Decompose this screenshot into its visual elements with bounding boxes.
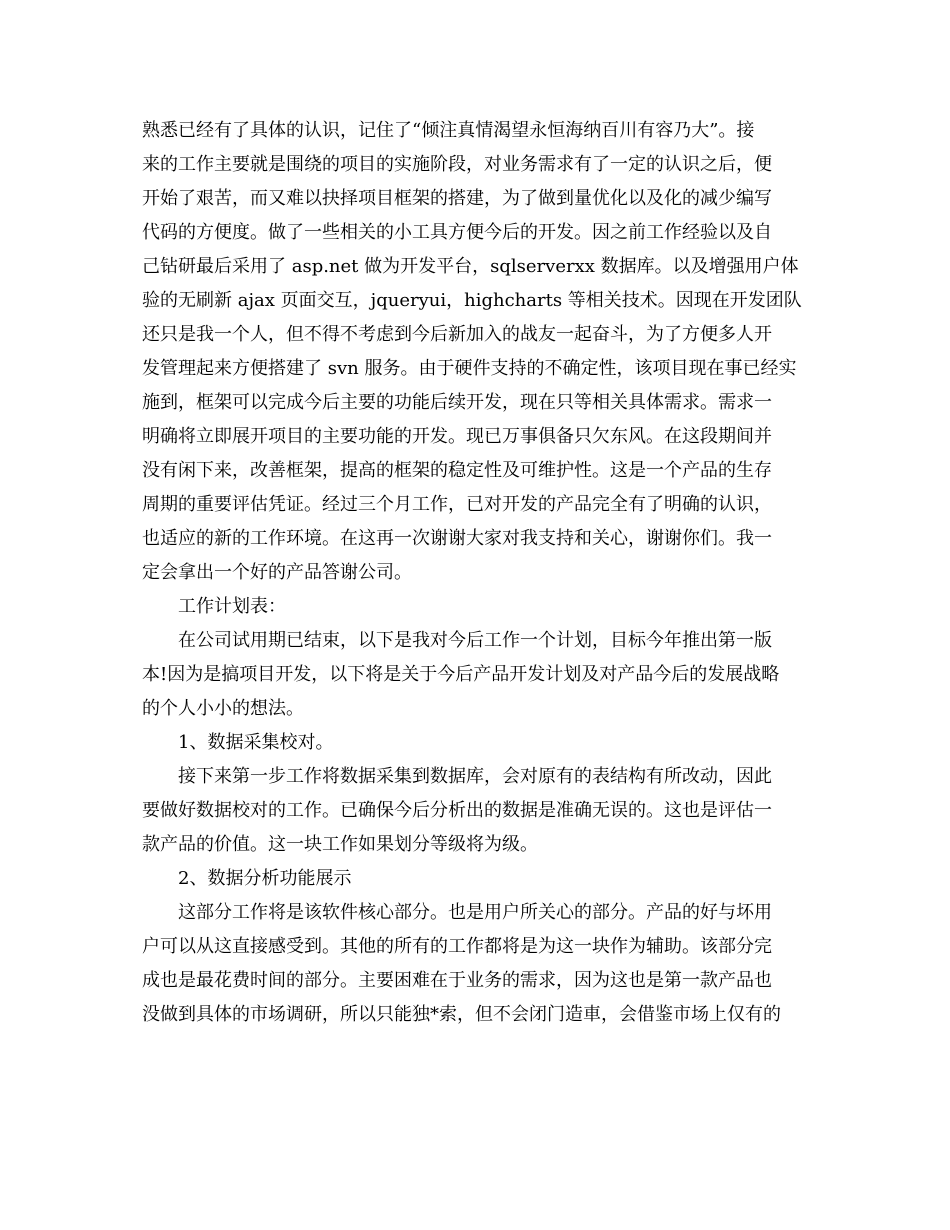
text-line: 接下来第一步工作将数据采集到数据库，会对原有的表结构有所改动，因此 [178, 766, 772, 787]
text-line: 没做到具体的市场调研，所以只能独*索，但不会闭门造車，会借鉴市场上仅有的 [142, 1004, 781, 1025]
text-line: 代码的方便度。做了一些相关的小工具方便今后的开发。因之前工作经验以及自 [142, 222, 772, 243]
section-heading-work-plan: 工作计划表： [178, 596, 286, 617]
document-body [142, 114, 812, 1032]
text-line: 开始了艰苦，而又难以抉择项目框架的搭建，为了做到量优化以及化的减少编写 [142, 188, 772, 209]
text-line: 周期的重要评估凭证。经过三个月工作，已对开发的产品完全有了明确的认识， [142, 494, 772, 515]
text-line: 明确将立即展开项目的主要功能的开发。现已万事俱备只欠东风。在这段期间并 [142, 426, 772, 447]
text-line: 要做好数据校对的工作。已确保今后分析出的数据是准确无误的。这也是评估一 [142, 800, 772, 821]
text-line: 验的无刷新 ajax 页面交互，jqueryui，highcharts 等相关技术。因现在开发团队 [142, 290, 802, 311]
text-line: 也适应的新的工作环境。在这再一次谢谢大家对我支持和关心，谢谢你们。我一 [142, 528, 772, 549]
text-line: 没有闲下来，改善框架，提高的框架的稳定性及可维护性。这是一个产品的生存 [142, 460, 772, 481]
section-heading-data-collection: 1、数据采集校对。 [178, 732, 334, 753]
text-line: 熟悉已经有了具体的认识，记住了“倾注真情渴望永恒海纳百川有容乃大”。接 [142, 120, 755, 141]
text-line: 己钻研最后采用了 asp.net 做为开发平台，sqlserverxx 数据库。以及增强用户体 [142, 256, 799, 277]
text-line: 本!因为是搞项目开发，以下将是关于今后产品开发计划及对产品今后的发展战略 [142, 664, 780, 685]
text-line: 户可以从这直接感受到。其他的所有的工作都将是为这一块作为辅助。该部分完 [142, 936, 772, 957]
text-line: 来的工作主要就是围绕的项目的实施阶段，对业务需求有了一定的认识之后，便 [142, 154, 772, 175]
section-heading-data-analysis: 2、数据分析功能展示 [178, 868, 352, 889]
text-line: 还只是我一个人，但不得不考虑到今后新加入的战友一起奋斗，为了方便多人开 [142, 324, 772, 345]
text-line: 成也是最花费时间的部分。主要困难在于业务的需求，因为这也是第一款产品也 [142, 970, 772, 991]
text-line: 的个人小小的想法。 [142, 698, 304, 719]
text-line: 款产品的价值。这一块工作如果划分等级将为级。 [142, 834, 538, 855]
text-line: 施到，框架可以完成今后主要的功能后续开发，现在只等相关具体需求。需求一 [142, 392, 772, 413]
text-line: 这部分工作将是该软件核心部分。也是用户所关心的部分。产品的好与坏用 [178, 902, 772, 923]
text-line: 发管理起来方便搭建了 svn 服务。由于硬件支持的不确定性，该项目现在事已经实 [142, 358, 797, 379]
text-line: 在公司试用期已结束，以下是我对今后工作一个计划，目标今年推出第一版 [178, 630, 772, 651]
text-line: 定会拿出一个好的产品答谢公司。 [142, 562, 412, 583]
